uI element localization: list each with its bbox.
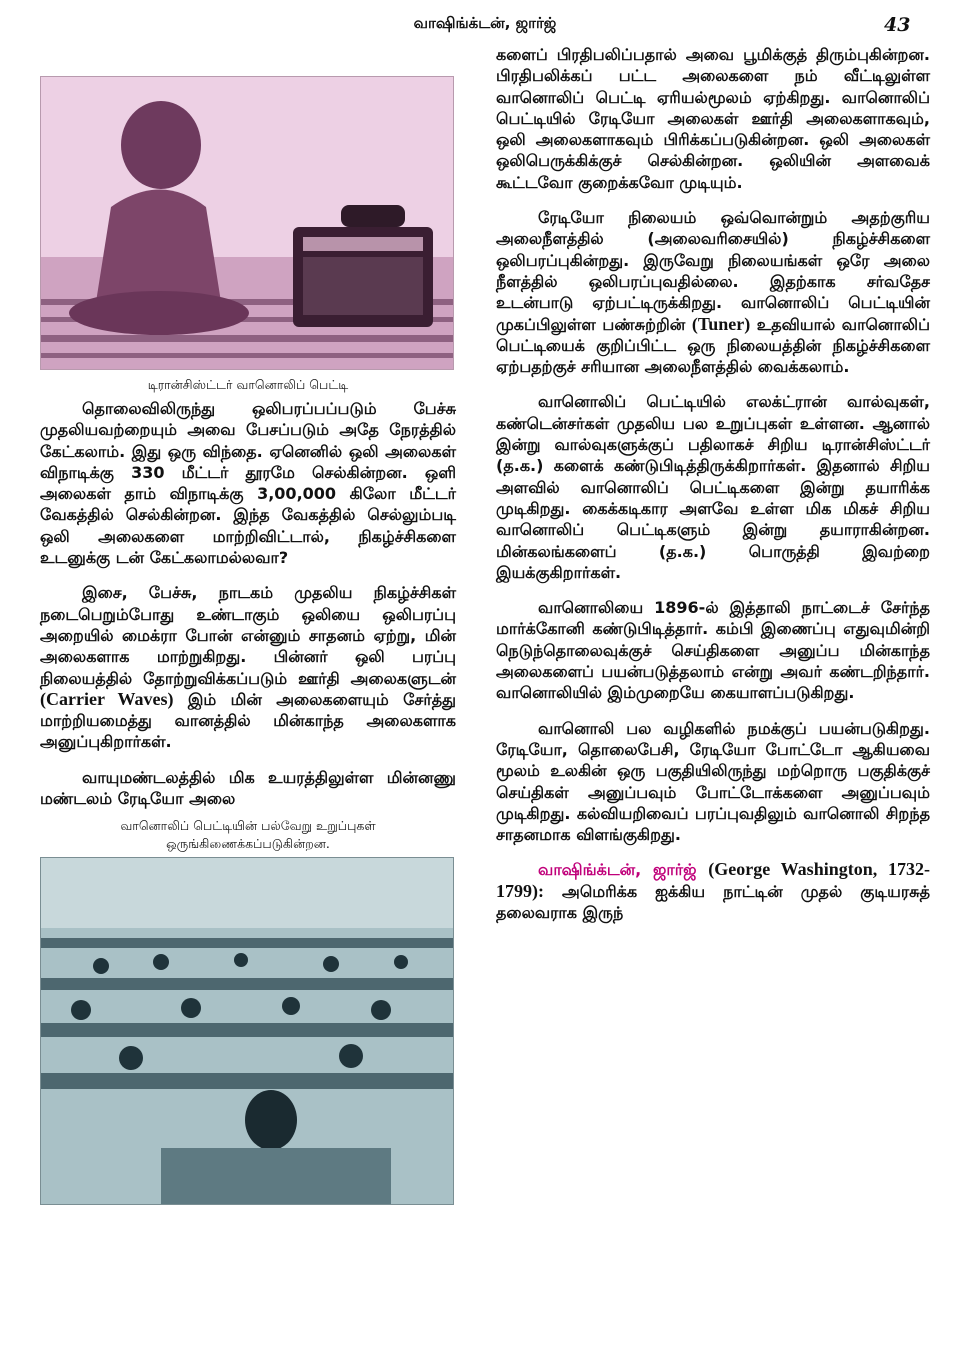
transistor-radio-photo [40,76,454,370]
right-paragraph-4: வானொலியை 1896-ல் இத்தாலி நாட்டைச் சேர்ந்த மார்க்கோனி கண்டுபிடித்தார். கம்பி இணைப்பு எதுவுமின்றி நெடுந்தொலைவுக்குச் செய்திகளை அனுப்ப மின்காந்த அலைகளைப் பயன்படுத்தலாம் என்று அவர் கண்டறிந்தார். வானொலியில் இம்முறையே கையாளப்படுகிறது. [496,598,930,703]
entry-latin-name: (George Washington, 1732-1799): [496,859,930,901]
photo1-caption: டிரான்சிஸ்ட்டர் வானொலிப் பெட்டி [147,377,349,392]
right-paragraph-3: வானொலிப் பெட்டியில் எலக்ட்ரான் வால்வுகள், கண்டென்சர்கள் முதலிய பல உறுப்புகள் உள்ளன. ஆனால் இன்று வால்வுகளுக்குப் பதிலாகச் சிறிய டிரான்சிஸ்ட்டர் (த.க.) களைக் கண்டுபிடித்திருக்கிறார்கள். இதனால் சிறிய அளவில் வானொலிப் பெட்டிகளை இன்று தயாரிக்க முடிகிறது. கைக்கடிகார அளவே உள்ள மிக மிகச் சிறிய வானொலிப் பெட்டிகளும் இன்று தயாராகின்றன. மின்கலங்களைப் (த.க.) பொருத்தி இவற்றை இயக்குகிறார்கள். [496,392,930,582]
child-with-radio-illustration [41,77,453,369]
left-paragraph-3: வாயுமண்டலத்தில் மிக உயரத்திலுள்ள மின்னணு மண்டலம் ரேடியோ அலை [40,767,456,809]
left-paragraph-1: தொலைவிலிருந்து ஒலிபரப்பப்படும் பேச்சு முதலியவற்றையும் அவை பேசப்படும் அதே நேரத்தில் கேட்கலாம். இது ஒரு விந்தை. ஏனெனில் ஒலி அலைகள் விநாடிக்கு 330 மீட்டர் தூரமே செல்கின்றன. ஒளி அலைகள் தாம் விநாடிக்கு 3,00,000 கிலோ மீட்டர் வேகத்தில் செல்கின்றன. இந்த வேகத்தில் செல்லும்படி ஒலி அலைகளை மாற்றிவிட்டால், நிகழ்ச்சிகளை உடனுக்கு டன் கேட்கலாமல்லவா? [40,399,456,568]
left-column [40,76,456,1205]
left-paragraph-2 [40,582,456,752]
radio-assembly-factory-photo [40,857,454,1205]
entry-text: அமெரிக்க ஐக்கிய நாட்டின் முதல் குடியரசுத் தலைவராக இருந் [496,881,930,922]
left-paragraph-2-text-a: இசை, பேச்சு, நாடகம் முதலிய நிகழ்ச்சிகள் நடைபெறும்போது உண்டாகும் ஒலியை ஒலிபரப்பு அறையில் மைக்ரா போன் என்னும் சாதனம் ஏற்று, மின் அலைகளாக மாற்றுகிறது. பின்னர் ஒலி பரப்பு நிலையத்தில் தோற்றுவிக்கப்படும் ஊர்தி அலைகளுடன் [40,583,456,688]
right-column [496,44,930,923]
right-paragraph-1: களைப் பிரதிபலிப்பதால் அவை பூமிக்குத் திரும்புகின்றன. பிரதிபலிக்கப் பட்ட அலைகளை நம் வீட்டிலுள்ள வானொலிப் பெட்டி ஏரியல்மூலம் ஏற்கிறது. வானொலிப் பெட்டியில் ரேடியோ அலைகள் ஊர்தி அலைகளாகவும், ஒலி அலைகளாகவும் பிரிக்கப்படுகின்றன. ஒலி அலைகள் ஒலிபெருக்கிக்குச் செல்கின்றன. ஒலியின் அளவைக் கூட்டவோ குறைக்கவோ முடியும். [496,45,930,192]
right-paragraph-2-text-a: ரேடியோ நிலையம் ஒவ்வொன்றும் அதற்குரிய அலைநீளத்தில் (அலைவரிசையில்) நிகழ்ச்சிகளை ஒலிபரப்புகின்றது. இருவேறு நிலையங்கள் ஒரே அலை நீளத்தில் ஒலிபரப்புவதில்லை. இதற்காக சர்வதேச உடன்பாடு ஏற்பட்டிருக்கிறது. வானொலிப் பெட்டியின் முகப்பிலுள்ள பண்சுற்றின் [496,208,930,334]
carrier-waves-term: (Carrier Waves) [40,688,174,709]
left-paragraph-2-text-b: இம் மின் அலைகளையும் சேர்த்து மாற்றியமைத்து வானத்தில் மின்காந்த அலைகளாக அனுப்புகிறார்கள். [40,689,457,752]
factory-floor-illustration [41,858,453,1204]
page-number: 43 [884,14,911,36]
washington-entry [496,859,930,923]
photo2-caption-line2: ஒருங்கிணைக்கப்படுகின்றன. [166,836,330,852]
running-header: வாஷிங்க்டன், ஜார்ஜ் [413,14,557,32]
right-paragraph-5: வானொலி பல வழிகளில் நமக்குப் பயன்படுகிறது. ரேடியோ, தொலைபேசி, ரேடியோ போட்டோ ஆகியவை மூலம் உலகின் ஒரு பகுதியிலிருந்து மற்றொரு பகுதிக்குச் செய்திகள் அனுப்பவும் போட்டோக்களை அனுப்பவும் முடிகிறது. கல்வியறிவைப் பரப்புவதிலும் வானொலி சிறந்த சாதனமாக விளங்குகிறது. [496,718,930,845]
photo2-caption-line1: வானொலிப் பெட்டியின் பல்வேறு உறுப்புகள் [120,818,376,834]
tuner-term: (Tuner) [691,313,751,334]
photo2-caption [40,817,456,853]
right-paragraph-2-text-b: உதவியால் வானொலிப் பெட்டியைக் குறிப்பிட்ட ஒரு நிலையத்தின் நிகழ்ச்சிகளை ஏற்பதற்குச் சரியான அலைநீளத்தில் வைக்கலாம். [496,314,930,377]
entry-headword: வாஷிங்க்டன், ஜார்ஜ் [538,860,697,880]
right-paragraph-2 [496,207,930,377]
